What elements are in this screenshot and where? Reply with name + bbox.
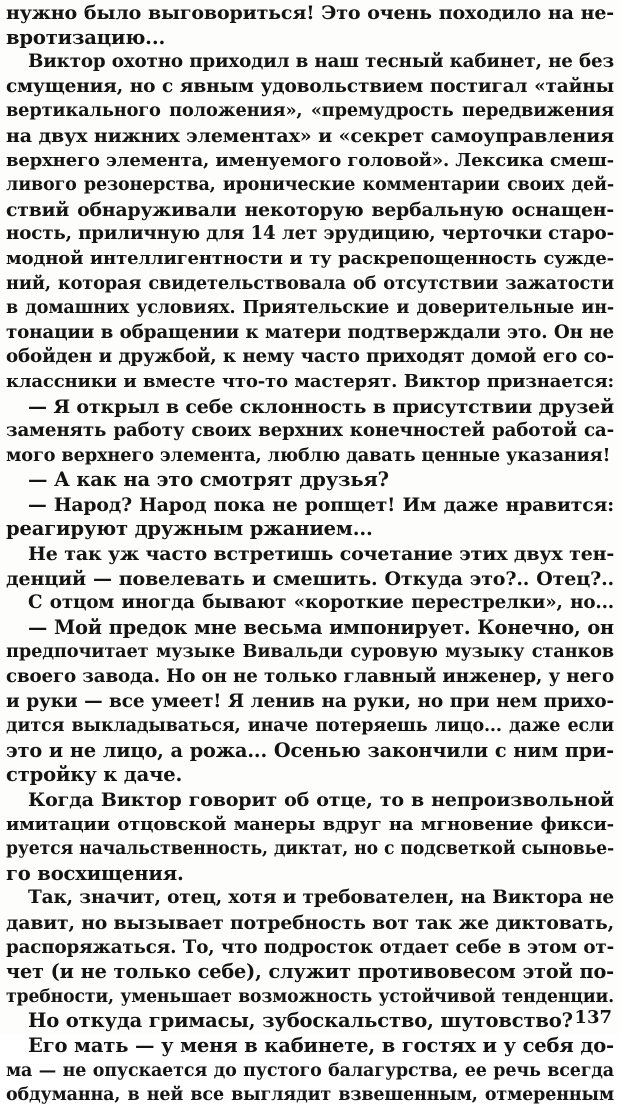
text-line: нужно было выговориться! Это очень походило на не- [6,2,614,24]
text-line: — Я открыл в себе склонность в присутствии друзей [28,395,614,418]
text-line: давит, но вызывает потребность вот так же диктовать, [6,911,614,934]
text-line: и руки — все умеет! Я ленив на руки, но при нем прихо- [6,690,614,712]
text-line: Не так уж часто встретишь сочетание этих двух тен- [28,543,614,566]
text-line: обдуманна, в ней все выглядит взвешенным, отмеренным [6,1085,614,1106]
text-line: С отцом иногда бывают «короткие перестрелки», но... [28,592,614,614]
text-line: ний, которая свидетельствовала об отсутствии зажатости [6,272,614,294]
text-line: на двух нижних элементах» и «секрет самоуправления [6,124,614,147]
text-line: верхнего элемента, именуемого головой». Лексика смеш- [6,149,614,171]
text-line: обойден и дружбой, к нему часто приходят домой его со- [6,346,614,368]
text-line: Виктор охотно приходил в наш тесный кабинет, не без [28,51,614,73]
text-line: руется начальственность, диктат, но с подсветкой сыновье- [6,839,614,860]
text-line: — Мой предок мне весьма импонирует. Конечно, он [28,615,614,639]
text-line: ливого резонерства, иронические комментарии своих дей- [6,175,614,196]
text-line: чет (и не только себе), служит противовесом этой по- [6,960,614,984]
text-line: распоряжаться. То, что подросток отдает себе в этом от- [6,936,614,958]
text-line: вертикального положения», «премудрость передвижения [6,100,614,122]
text-line: стройку к даче. [6,763,183,787]
text-line: в домашних условиях. Приятельские и доверительные ин- [6,298,614,319]
text-line: реагируют дружным ржанием... [6,517,373,541]
text-line: мого верхнего элемента, люблю давать ценные указания! [6,444,611,466]
text-line: требности, уменьшает возможность устойчивой тенденции. [6,986,614,1007]
page-number: 137 [574,1007,612,1028]
text-line: ность, приличную для 14 лет эрудицию, черточки старо- [6,223,614,245]
text-line: своего завода. Но он не только главный инженер, у него [6,666,614,688]
text-line: классники и вместе что-то мастерят. Виктор признается: [6,370,614,392]
text-line: смущения, но с явным удовольствием постигал «тайны [6,75,614,97]
text-line: Но откуда гримасы, зубоскальство, шутовство? [28,1009,573,1033]
text-line: тонации в обращении к матери подтверждали это. Он не [6,321,614,343]
text-line: — А как на это смотрят друзья? [28,468,389,492]
text-line: предпочитает музыке Вивальди суровую музыку станков [6,641,614,663]
text-line: заменять работу своих верхних конечностей работой са- [6,420,614,442]
text-line: денций — повелевать и смешить. Откуда это?.. Отец?.. [6,567,614,590]
text-line: — Народ? Народ пока не ропщет! Им даже нравится: [28,493,614,516]
text-line: Так, значит, отец, хотя и требователен, на Виктора не [28,887,614,909]
text-line: это и не лицо, а рожа... Осенью закончили с ним при- [6,738,614,762]
text-line: ствий обнаруживали некоторую вербальную оснащен- [6,198,614,221]
text-line: ма — не опускается до пустого балагурства, ее речь всегда [6,1060,614,1081]
text-line: модной интеллигентности и ту раскрепощенность сужде- [6,247,614,269]
text-line: го восхищения. [6,861,184,885]
text-line: Когда Виктор говорит об отце, то в непроизвольной [28,789,614,811]
text-line: имитации отцовской манеры вдруг на мгновение фикси- [6,813,614,835]
text-line: Его мать — у меня в кабинете, в гостях и у себя до- [28,1033,614,1057]
body-text [6,1,614,1108]
text-line: дится выкладываться, иначе потеряешь лицо... даже если [6,716,614,737]
text-line: вротизацию... [6,25,166,49]
